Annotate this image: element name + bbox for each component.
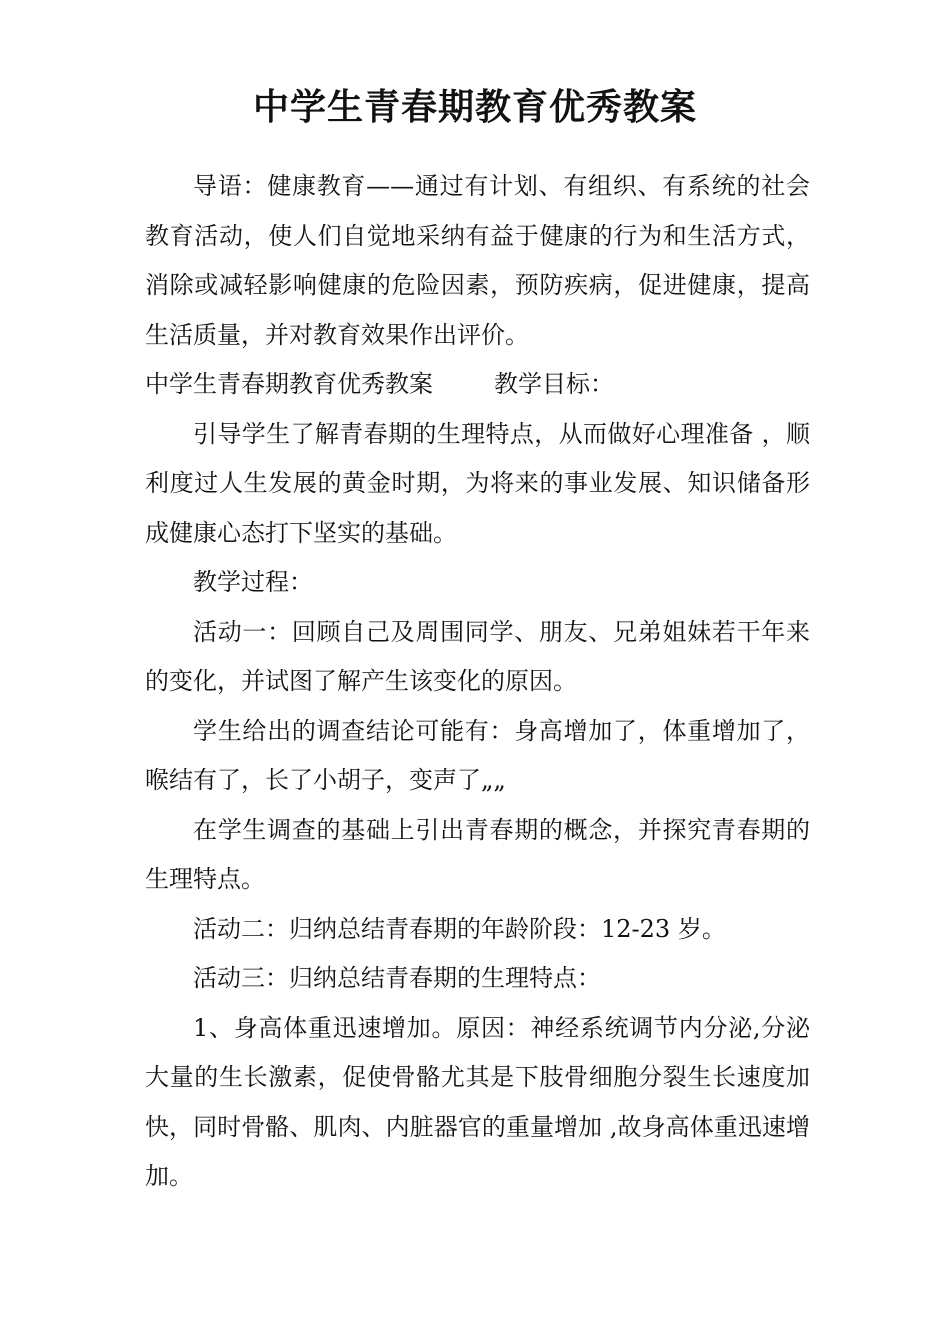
paragraph-concept: 在学生调查的基础上引出青春期的概念，并探究青春期的生理特点。	[145, 815, 810, 893]
paragraph-activity-1: 活动一：回顾自己及周围同学、朋友、兄弟姐妹若干年来的变化，并试图了解产生该变化的原因。	[145, 617, 810, 695]
paragraph-goal: 引导学生了解青春期的生理特点，从而做好心理准备 ，顺利度过人生发展的黄金时期，为将来的事业发展、知识储备形成健康心态打下坚实的基础。	[145, 419, 810, 547]
document-title: 中学生青春期教育优秀教案	[252, 87, 697, 128]
paragraph-intro: 导语：健康教育——通过有计划、有组织、有系统的社会教育活动，使人们自觉地采纳有益于健康的行为和生活方式，消除或减轻影响健康的危险因素，预防疾病，促进健康，提高生活质量，并对教育效果作出评价。	[145, 172, 810, 349]
paragraph-subtitle: 中学生青春期教育优秀教案 教学目标：	[145, 370, 615, 398]
paragraph-point-1: 1、身高体重迅速增加。原因：神经系统调节内分泌,分泌大量的生长激素，促使骨骼尤其是下肢骨细胞分裂生长速度加快，同时骨骼、肌肉、内脏器官的重量增加 ,故身高体重迅速增加。	[145, 1013, 810, 1190]
paragraph-activity-3: 活动三：归纳总结青春期的生理特点：	[193, 964, 601, 992]
paragraph-process: 教学过程：	[193, 568, 313, 596]
document-body	[145, 162, 810, 1202]
paragraph-survey: 学生给出的调查结论可能有：身高增加了，体重增加了，喉结有了，长了小胡子，变声了„„	[145, 716, 810, 794]
paragraph-activity-2: 活动二：归纳总结青春期的年龄阶段：12-23 岁。	[193, 914, 726, 943]
